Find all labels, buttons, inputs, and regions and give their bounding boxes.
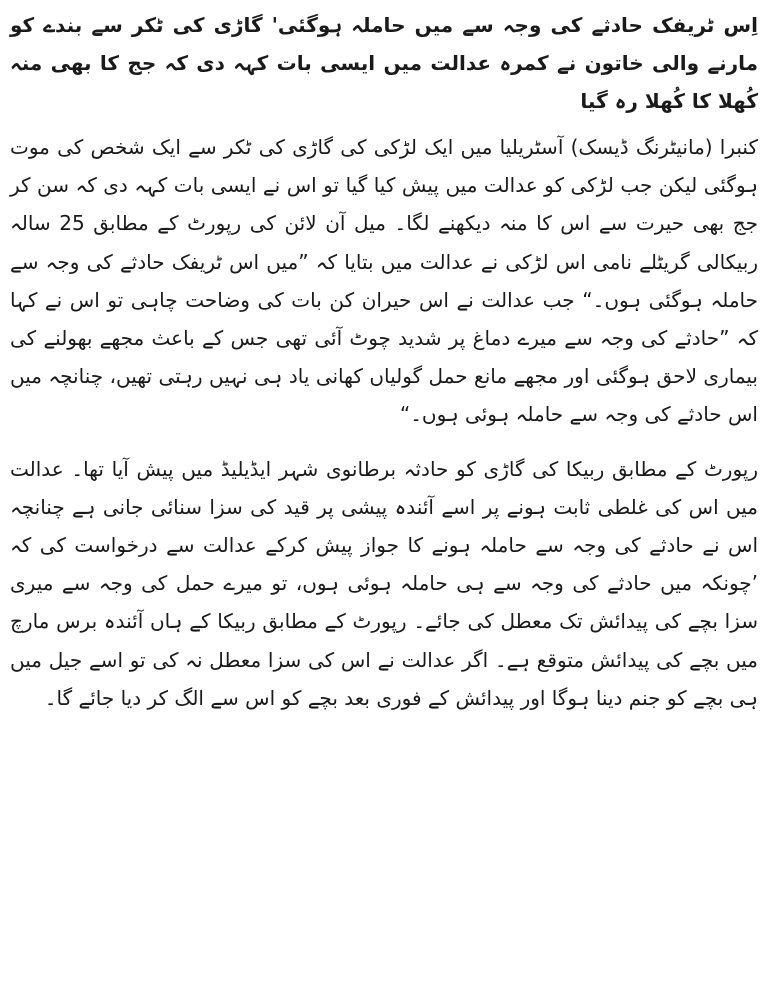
article-headline: اِس ٹریفک حادثے کی وجہ سے میں حاملہ ہوگئی' گاڑی کی ٹکر سے بندے کو مارنے والی خاتون نے کمرہ عدالت میں ایسی بات کہہ دی کہ جج کا بھی منہ کُھلا کا کُھلا رہ گیا <box>10 13 759 113</box>
article-paragraph-1: کنبرا (مانیٹرنگ ڈیسک) آسٹریلیا میں ایک لڑکی کی گاڑی کی ٹکر سے ایک شخص کی موت ہوگئی لیکن جب لڑکی کو عدالت میں پیش کیا گیا تو اس نے ایسی بات کہہ دی کہ سن کر جج بھی حیرت سے اس کا منہ دیکھنے لگا۔ میل آن لائن کی رپورٹ کے مطابق 25 سالہ ربیکالی گریٹلے نامی اس لڑکی نے عدالت میں بتایا کہ ”میں اس ٹریفک حادثے کی وجہ سے حاملہ ہوگئی ہوں۔“ جب عدالت نے اس حیران کن بات کی وضاحت چاہی تو اس نے کہا کہ ”حادثے کی وجہ سے میرے دماغ پر شدید چوٹ آئی تھی جس کے باعث مجھے بھولنے کی بیماری لاحق ہوگئی اور مجھے مانع حمل گولیاں کھانی یاد ہی نہیں رہتی تھیں، چنانچہ میں اس حادثے کی وجہ سے حاملہ ہوئی ہوں۔“ <box>10 135 758 427</box>
news-article <box>10 6 758 733</box>
article-paragraph-2: رپورٹ کے مطابق ربیکا کی گاڑی کو حادثہ برطانوی شہر ایڈیلیڈ میں پیش آیا تھا۔ عدالت میں اس کی غلطی ثابت ہونے پر اسے آئندہ پیشی پر قید کی سزا سنائی جانی ہے چنانچہ اس نے حادثے کی وجہ سے حاملہ ہونے کا جواز پیش کرکے عدالت سے درخواست کی کہ ’چونکہ میں حادثے کی وجہ سے ہی حاملہ ہوئی ہوں، تو میرے حمل کی وجہ سے میری سزا بچے کی پیدائش تک معطل کی جائے۔ رپورٹ کے مطابق ربیکا کے ہاں آئندہ برس مارچ میں بچے کی پیدائش متوقع ہے۔ اگر عدالت نے اس کی سزا معطل نہ کی تو اسے جیل میں ہی بچے کو جنم دینا ہوگا اور پیدائش کے فوری بعد بچے کو اس سے الگ کر دیا جائے گا۔ <box>10 456 758 710</box>
